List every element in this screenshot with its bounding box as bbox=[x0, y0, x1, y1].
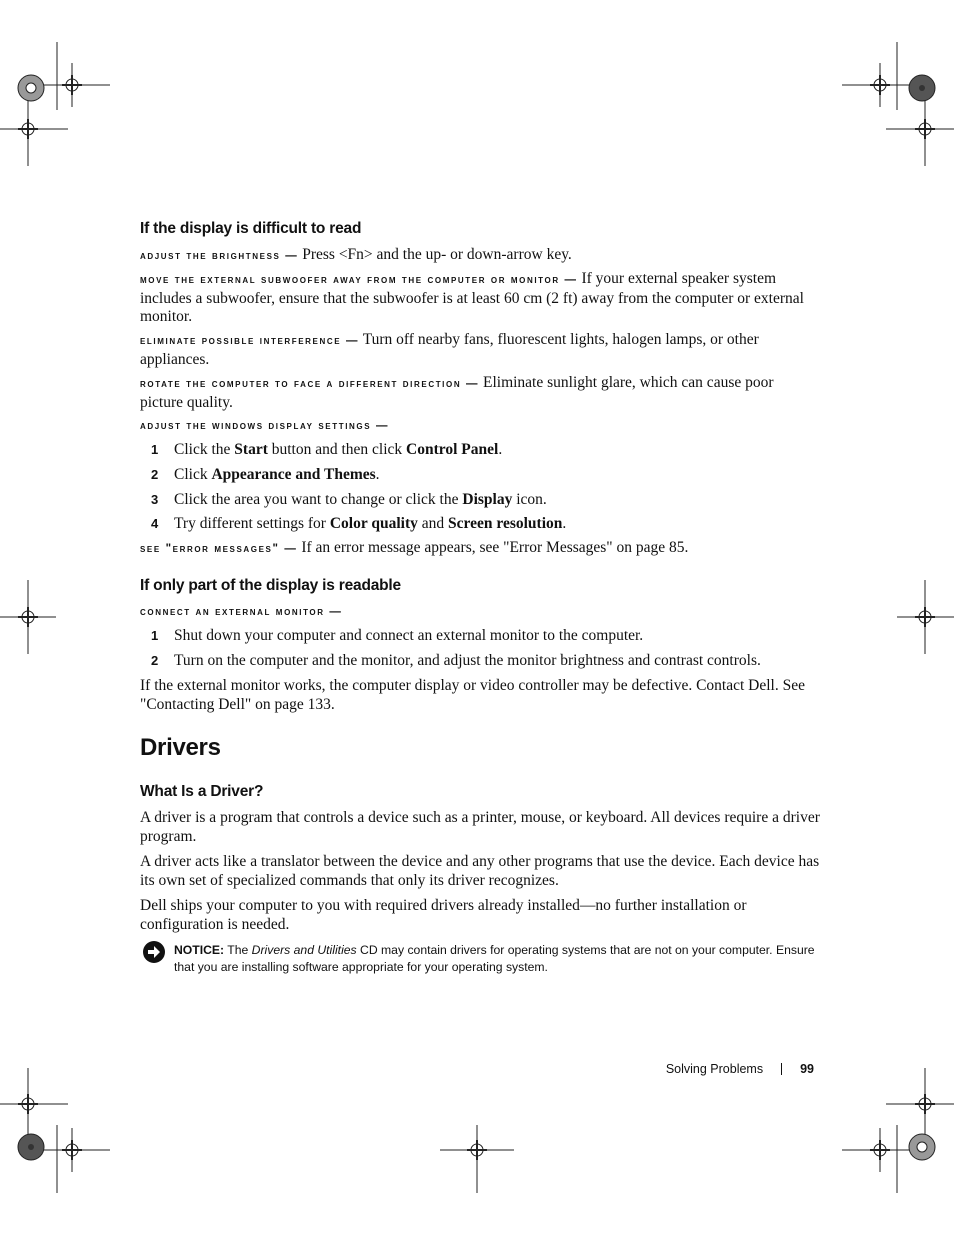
section-heading-display-difficult: If the display is difficult to read bbox=[140, 220, 362, 237]
section-heading-partial-display: If only part of the display is readable bbox=[140, 577, 401, 594]
tip-adjust-brightness bbox=[140, 246, 820, 266]
tip-text: If your external speaker system includes a subwoofer, ensure that the subwoofer is at least 60 cm (2 ft) away from the computer or external monitor. bbox=[140, 270, 804, 325]
driver-paragraph-1: A driver is a program that controls a device such as a printer, mouse, or keyboard. All devices require a driver program. bbox=[140, 809, 820, 845]
tip-rotate-computer bbox=[140, 374, 820, 412]
tip-lead: adjust the windows display settings — bbox=[140, 420, 390, 432]
step-number: 1 bbox=[151, 442, 159, 457]
footer-section-title: Solving Problems bbox=[665, 1062, 764, 1076]
step-text: Try different settings for Color quality and Screen resolution. bbox=[174, 515, 567, 532]
tip-lead: eliminate possible interference — bbox=[140, 335, 360, 347]
step-text: Shut down your computer and connect an external monitor to the computer. bbox=[174, 627, 644, 644]
tip-lead: see "error messages" — bbox=[140, 543, 298, 555]
tip-text: Eliminate sunlight glare, which can cause poor picture quality. bbox=[140, 374, 774, 411]
closing-paragraph: If the external monitor works, the computer display or video controller may be defective. Contact Dell. See "Contacting Dell" on page 133. bbox=[140, 677, 805, 713]
tip-lead: adjust the brightness — bbox=[140, 250, 299, 262]
page-number: 99 bbox=[800, 1062, 814, 1076]
tip-windows-display-settings bbox=[140, 416, 820, 436]
tip-text: Turn off nearby fans, fluorescent lights, halogen lamps, or other appliances. bbox=[140, 331, 759, 368]
tip-text: Press <Fn> and the up- or down-arrow key. bbox=[302, 246, 572, 263]
tip-connect-monitor bbox=[140, 602, 820, 622]
notice-arrow-icon bbox=[142, 940, 166, 964]
tip-move-subwoofer bbox=[140, 270, 820, 327]
step-text: Click the area you want to change or click the Display icon. bbox=[174, 491, 547, 508]
page-footer bbox=[600, 1062, 814, 1076]
page-title-drivers: Drivers bbox=[140, 734, 221, 761]
step-number: 2 bbox=[151, 467, 159, 482]
step-number: 3 bbox=[151, 492, 159, 507]
tip-see-error-messages bbox=[140, 539, 820, 559]
driver-paragraph-3: Dell ships your computer to you with required drivers already installed—no further installation or configuration is needed. bbox=[140, 897, 747, 933]
step-text: Turn on the computer and the monitor, and adjust the monitor brightness and contrast controls. bbox=[174, 652, 761, 669]
notice-text: NOTICE: The Drivers and Utilities CD may contain drivers for operating systems that are not on your computer. Ensure that you are installing software appropriate for your operating system. bbox=[174, 943, 815, 974]
step-number: 1 bbox=[151, 628, 159, 643]
tip-lead: rotate the computer to face a different direction — bbox=[140, 378, 480, 390]
driver-paragraph-2: A driver acts like a translator between the device and any other programs that use the device. Each device has its own set of specialized commands that only its driver recognizes. bbox=[140, 853, 820, 889]
step-text: Click the Start button and then click Control Panel. bbox=[174, 441, 503, 458]
subheading-what-is-driver: What Is a Driver? bbox=[140, 783, 264, 800]
tip-text: If an error message appears, see "Error Messages" on page 85. bbox=[301, 539, 689, 556]
tip-eliminate-interference bbox=[140, 331, 820, 369]
step-text: Click Appearance and Themes. bbox=[174, 466, 380, 483]
tip-lead: move the external subwoofer away from the computer or monitor — bbox=[140, 274, 578, 286]
step-number: 2 bbox=[151, 653, 159, 668]
step-number: 4 bbox=[151, 516, 159, 531]
footer-separator bbox=[781, 1063, 782, 1075]
tip-lead: connect an external monitor — bbox=[140, 606, 343, 618]
